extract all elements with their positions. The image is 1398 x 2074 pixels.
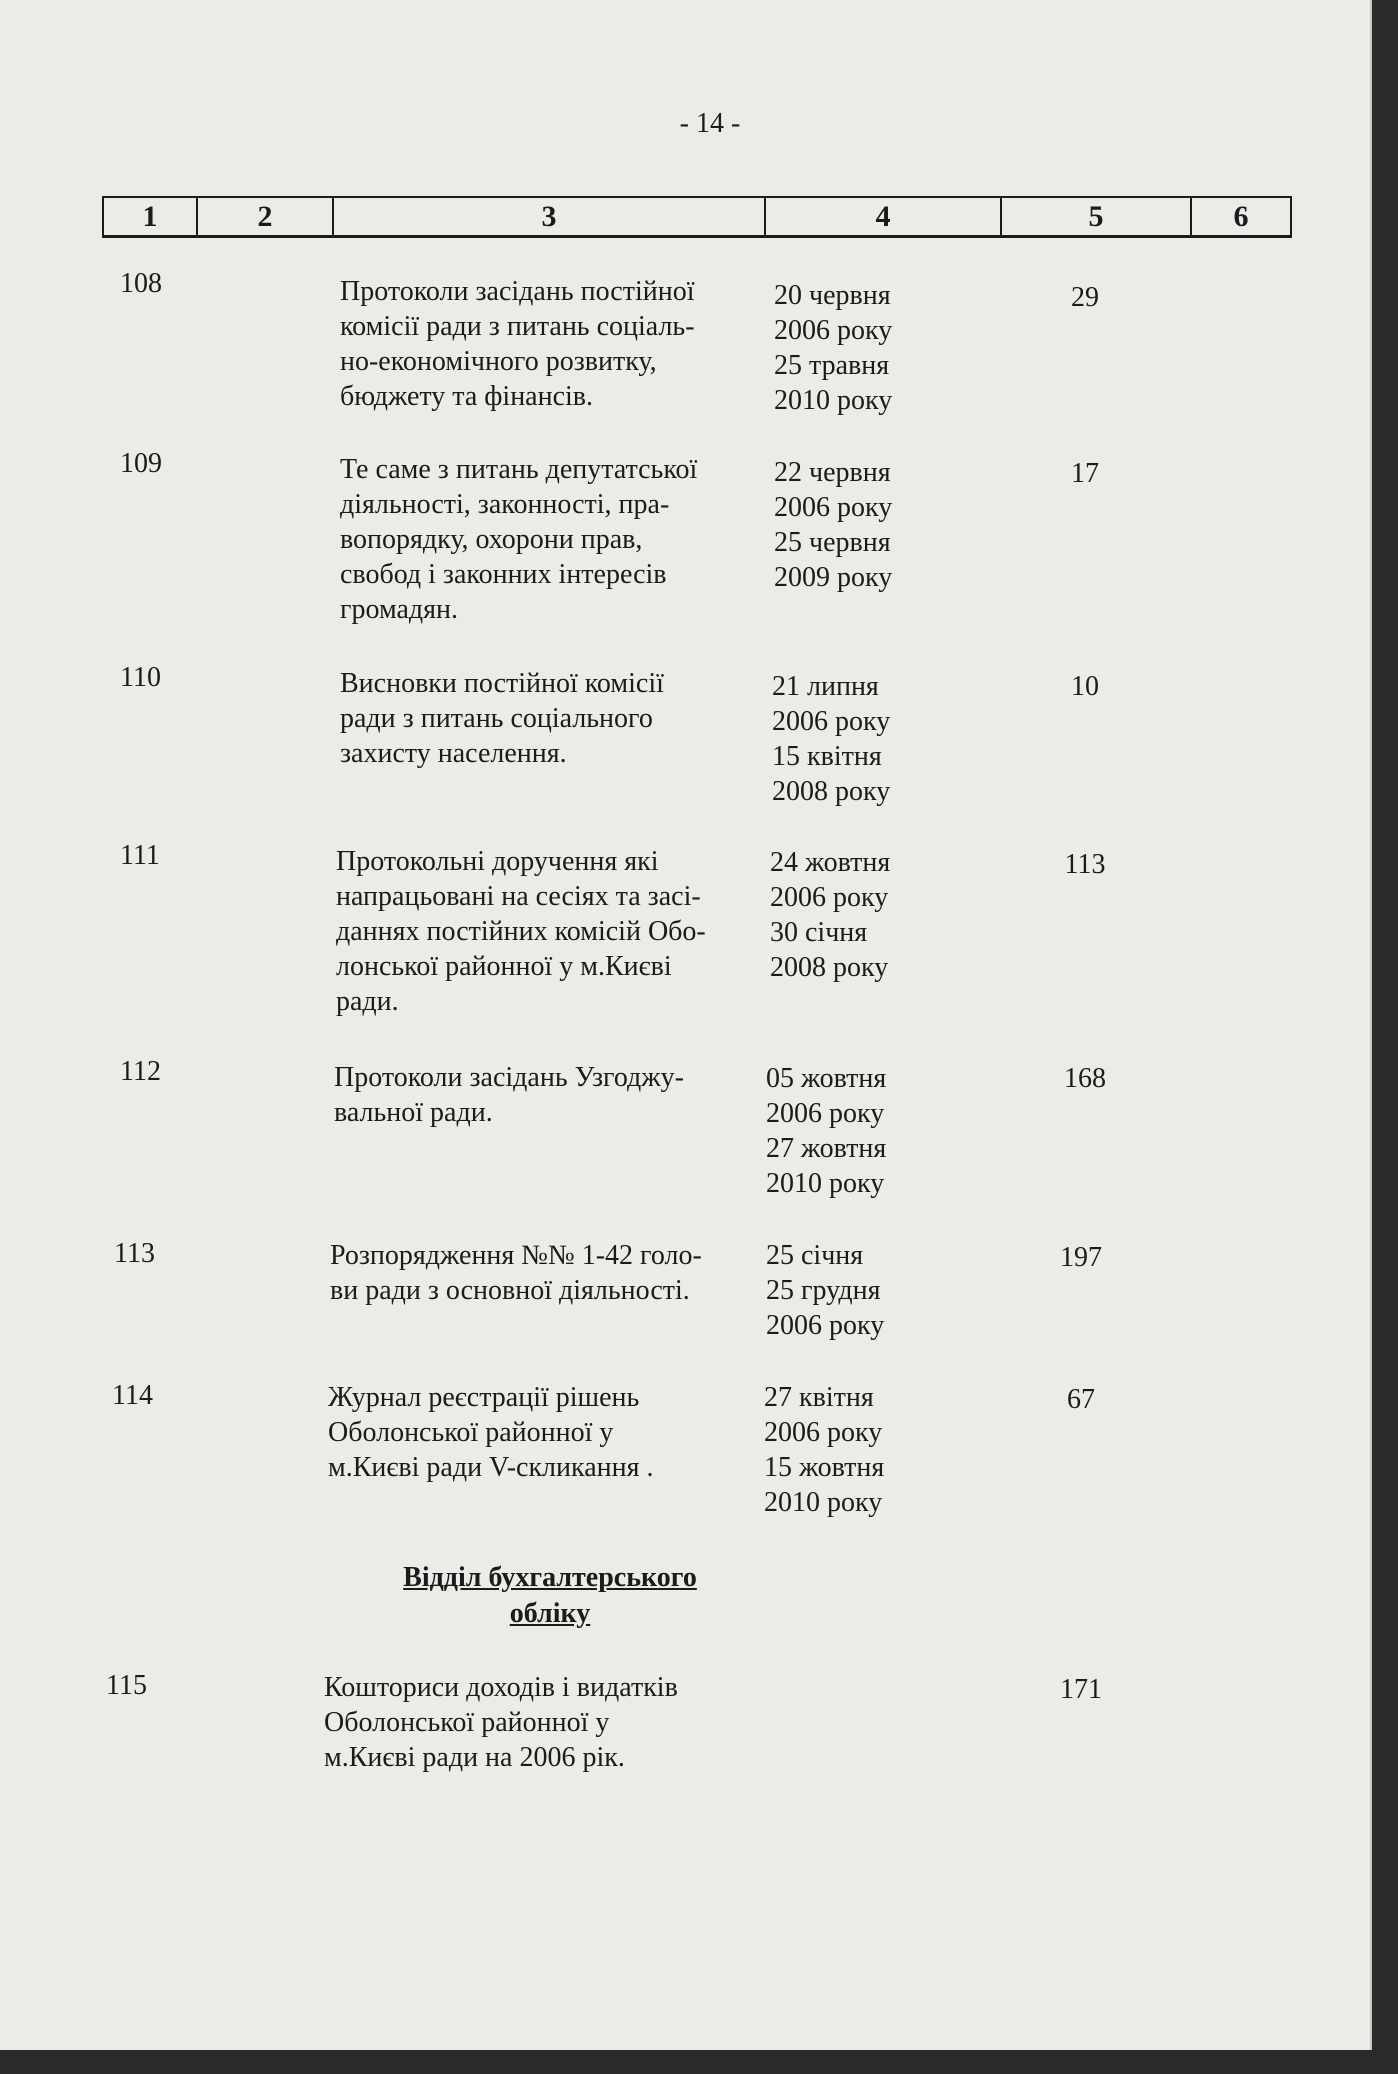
entry-111-count: 113	[1064, 849, 1106, 880]
date-line: 2010 року	[764, 1487, 883, 1518]
entry-111-number: 111	[120, 840, 160, 871]
description-line: напрацьовані на сесіях та засі-	[336, 881, 701, 912]
column-header-1: 1	[104, 198, 198, 235]
description-line: м.Києві ради на 2006 рік.	[324, 1742, 625, 1773]
column-header-3: 3	[334, 198, 766, 235]
entry-108-count: 29	[1071, 282, 1099, 313]
column-header-2: 2	[198, 198, 334, 235]
entry-108-description	[340, 274, 770, 414]
description-line: діяльності, законності, пра-	[340, 489, 670, 520]
date-line: 15 жовтня	[764, 1452, 885, 1483]
entry-109-number: 109	[120, 448, 162, 479]
section-heading	[360, 1560, 740, 1632]
entry-110-number: 110	[120, 662, 161, 693]
entry-112-description	[334, 1060, 764, 1130]
column-header-6: 6	[1233, 199, 1249, 233]
date-line: 22 червня	[774, 457, 891, 488]
description-line: лонської районної у м.Києві	[336, 951, 672, 982]
description-line: захисту населення.	[340, 738, 567, 769]
description-line: Протокольні доручення які	[336, 846, 659, 877]
entry-108-dates	[774, 278, 954, 418]
entry-112-number: 112	[120, 1056, 161, 1087]
entry-112-count: 168	[1064, 1063, 1106, 1094]
entry-113-description	[330, 1238, 760, 1308]
date-line: 25 червня	[774, 527, 891, 558]
date-line: 2010 року	[774, 385, 893, 416]
description-line: комісії ради з питань соціаль-	[340, 311, 695, 342]
date-line: 21 липня	[772, 671, 879, 702]
date-line: 15 квітня	[772, 741, 882, 772]
entry-114-number: 114	[112, 1380, 153, 1411]
entry-112-dates	[766, 1061, 946, 1201]
date-line: 2006 року	[764, 1417, 883, 1448]
date-line: 2006 року	[774, 315, 893, 346]
section-heading-line: Відділ бухгалтерського	[403, 1562, 697, 1593]
entry-115-count: 171	[1060, 1674, 1102, 1705]
entry-114-count: 67	[1067, 1384, 1095, 1415]
column-header-4: 4	[766, 198, 1002, 235]
entry-111-dates	[770, 845, 950, 985]
date-line: 2009 року	[774, 562, 893, 593]
entry-113-number: 113	[114, 1238, 155, 1269]
entry-109-description	[340, 452, 770, 627]
entry-110-dates	[772, 669, 952, 809]
date-line: 2006 року	[772, 706, 891, 737]
entry-114-dates	[764, 1380, 944, 1520]
description-line: Оболонської районної у	[324, 1707, 610, 1738]
description-line: громадян.	[340, 594, 459, 625]
description-line: даннях постійних комісій Обо-	[336, 916, 706, 947]
description-line: м.Києві ради V-скликання .	[328, 1452, 654, 1483]
date-line: 2010 року	[766, 1168, 885, 1199]
description-line: Те саме з питань депутатської	[340, 454, 698, 485]
date-line: 2006 року	[766, 1098, 885, 1129]
description-line: ради.	[336, 986, 399, 1017]
description-line: Протоколи засідань постійної	[340, 276, 695, 307]
description-line: Протоколи засідань Узгоджу-	[334, 1062, 684, 1093]
entry-109-dates	[774, 455, 954, 595]
date-line: 25 травня	[774, 350, 890, 381]
description-line: свобод і законних інтересів	[340, 559, 667, 590]
section-heading-line: обліку	[509, 1598, 591, 1629]
entry-109-count: 17	[1071, 458, 1099, 489]
date-line: 2006 року	[774, 492, 893, 523]
entry-114-description	[328, 1380, 758, 1485]
column-header-row	[102, 196, 1292, 238]
entry-113-dates	[766, 1238, 946, 1343]
date-line: 20 червня	[774, 280, 891, 311]
entry-111-description	[336, 844, 766, 1019]
description-line: вальної ради.	[334, 1097, 493, 1128]
entry-115-description	[324, 1670, 754, 1775]
date-line: 2008 року	[772, 776, 891, 807]
description-line: ради з питань соціального	[340, 703, 653, 734]
date-line: 25 січня	[766, 1240, 864, 1271]
description-line: Оболонської районної у	[328, 1417, 614, 1448]
description-line: Висновки постійної комісії	[340, 668, 664, 699]
description-line: бюджету та фінансів.	[340, 381, 594, 412]
description-line: вопорядку, охорони прав,	[340, 524, 643, 555]
page-number: - 14 -	[679, 108, 741, 139]
date-line: 30 січня	[770, 917, 868, 948]
description-line: Журнал реєстрації рішень	[328, 1382, 640, 1413]
date-line: 25 грудня	[766, 1275, 881, 1306]
entry-108-number: 108	[120, 268, 162, 299]
date-line: 05 жовтня	[766, 1063, 887, 1094]
date-line: 24 жовтня	[770, 847, 891, 878]
entry-110-description	[340, 666, 770, 771]
date-line: 27 квітня	[764, 1382, 874, 1413]
date-line: 2006 року	[766, 1310, 885, 1341]
column-header-5: 5	[1002, 198, 1192, 235]
description-line: ви ради з основної діяльності.	[330, 1275, 690, 1306]
entry-115-number: 115	[106, 1670, 147, 1701]
description-line: но-економічного розвитку,	[340, 346, 657, 377]
description-line: Розпорядження №№ 1-42 голо-	[330, 1240, 702, 1271]
date-line: 2008 року	[770, 952, 889, 983]
entry-113-count: 197	[1060, 1242, 1102, 1273]
entry-110-count: 10	[1071, 671, 1099, 702]
date-line: 2006 року	[770, 882, 889, 913]
description-line: Кошториси доходів і видатків	[324, 1672, 678, 1703]
date-line: 27 жовтня	[766, 1133, 887, 1164]
